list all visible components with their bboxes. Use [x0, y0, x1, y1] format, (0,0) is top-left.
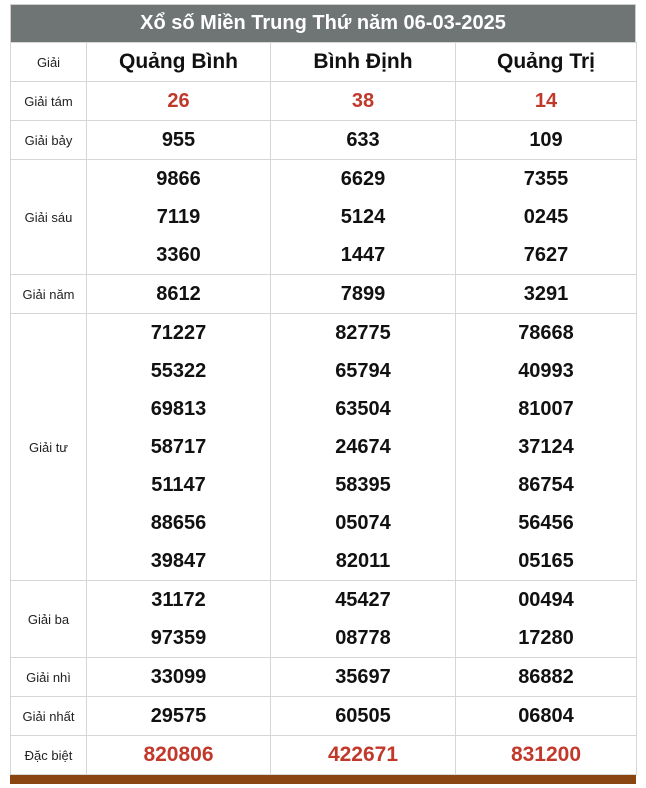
- results-container: [10, 4, 636, 784]
- result-number: 0245: [523, 206, 569, 228]
- result-number: 8612: [156, 283, 201, 305]
- prize-row-dac-biet: [11, 736, 637, 775]
- result-number: 05165: [518, 550, 574, 572]
- prize-row-giai-tu: [11, 314, 637, 581]
- result-cell: [456, 581, 637, 658]
- result-cell: [271, 736, 456, 775]
- result-number: 97359: [150, 627, 207, 649]
- result-number: 69813: [150, 398, 207, 420]
- result-number: 40993: [518, 360, 574, 382]
- prize-row-giai-nhat: [11, 697, 637, 736]
- result-number: 71227: [150, 322, 207, 344]
- bottom-bar: [10, 775, 636, 784]
- result-cell: [271, 314, 456, 581]
- result-number: 86882: [518, 666, 574, 688]
- result-cell: [271, 82, 456, 121]
- result-number: 33099: [150, 666, 207, 688]
- prize-row-giai-ba: [11, 581, 637, 658]
- prize-row-giai-bay: [11, 121, 637, 160]
- prize-row-giai-tam: [11, 82, 637, 121]
- prize-row-giai-nam: [11, 275, 637, 314]
- result-cell: [271, 658, 456, 697]
- prize-label: Giải sáu: [11, 160, 87, 275]
- result-number: 24674: [335, 436, 391, 458]
- result-number: 7899: [340, 283, 386, 305]
- result-number: 37124: [518, 436, 574, 458]
- prize-header-label: Giải: [11, 43, 87, 82]
- result-number: 7119: [156, 206, 201, 228]
- result-number: 60505: [335, 705, 391, 727]
- result-cell: [87, 736, 271, 775]
- result-number: 1447: [340, 244, 386, 266]
- result-number: 05074: [335, 512, 391, 534]
- result-number: 5124: [340, 206, 386, 228]
- result-cell: [456, 121, 637, 160]
- result-cell: [271, 275, 456, 314]
- result-cell: [456, 697, 637, 736]
- result-number: 35697: [335, 666, 391, 688]
- result-number: 06804: [518, 705, 574, 727]
- result-cell: [456, 82, 637, 121]
- result-number: 58717: [150, 436, 207, 458]
- header-row: [11, 43, 637, 82]
- province-quang-tri: Quảng Trị: [456, 43, 637, 82]
- prize-label: Giải nhất: [11, 697, 87, 736]
- province-binh-dinh: Bình Định: [271, 43, 456, 82]
- result-number: 422671: [327, 743, 399, 766]
- result-number: 17280: [518, 627, 574, 649]
- result-cell: [271, 121, 456, 160]
- result-number: 78668: [518, 322, 574, 344]
- prize-row-giai-sau: [11, 160, 637, 275]
- result-number: 9866: [156, 168, 201, 190]
- result-number: 55322: [150, 360, 207, 382]
- prize-label: Giải ba: [11, 581, 87, 658]
- result-number: 65794: [335, 360, 391, 382]
- result-cell: [87, 581, 271, 658]
- result-cell: [87, 697, 271, 736]
- result-number: 82775: [335, 322, 391, 344]
- result-number: 58395: [335, 474, 391, 496]
- result-cell: [87, 658, 271, 697]
- prize-label: Đặc biệt: [11, 736, 87, 775]
- result-number: 86754: [518, 474, 574, 496]
- result-number: 26: [167, 90, 190, 112]
- result-cell: [271, 697, 456, 736]
- result-number: 81007: [518, 398, 574, 420]
- prize-row-giai-nhi: [11, 658, 637, 697]
- result-number: 82011: [335, 550, 391, 572]
- prize-label: Giải tư: [11, 314, 87, 581]
- result-number: 63504: [335, 398, 391, 420]
- result-number: 7627: [523, 244, 569, 266]
- result-number: 6629: [340, 168, 386, 190]
- result-cell: [87, 275, 271, 314]
- result-number: 39847: [150, 550, 207, 572]
- result-cell: [87, 160, 271, 275]
- result-number: 633: [346, 129, 380, 151]
- result-number: 14: [534, 90, 558, 112]
- result-cell: [87, 121, 271, 160]
- result-number: 88656: [150, 512, 207, 534]
- result-number: 3291: [523, 283, 569, 305]
- result-cell: [271, 581, 456, 658]
- result-number: 51147: [151, 474, 206, 496]
- result-number: 31172: [151, 589, 206, 611]
- result-cell: [456, 736, 637, 775]
- result-number: 3360: [156, 244, 201, 266]
- result-number: 56456: [518, 512, 574, 534]
- result-number: 831200: [510, 743, 582, 766]
- result-number: 08778: [335, 627, 391, 649]
- result-cell: [456, 314, 637, 581]
- result-number: 45427: [335, 589, 391, 611]
- prize-label: Giải nhì: [11, 658, 87, 697]
- result-number: 38: [351, 90, 375, 112]
- results-table: [10, 42, 637, 775]
- result-number: 820806: [143, 743, 214, 766]
- page-title: Xổ số Miền Trung Thứ năm 06-03-2025: [10, 4, 636, 42]
- prize-label: Giải bảy: [11, 121, 87, 160]
- prize-label: Giải tám: [11, 82, 87, 121]
- result-cell: [456, 160, 637, 275]
- result-cell: [271, 160, 456, 275]
- province-quang-binh: Quảng Bình: [87, 43, 271, 82]
- result-number: 109: [529, 129, 563, 151]
- result-number: 29575: [150, 705, 207, 727]
- prize-label: Giải năm: [11, 275, 87, 314]
- result-cell: [456, 658, 637, 697]
- result-number: 955: [161, 129, 196, 151]
- result-cell: [87, 314, 271, 581]
- result-cell: [456, 275, 637, 314]
- result-cell: [87, 82, 271, 121]
- result-number: 00494: [518, 589, 574, 611]
- result-number: 7355: [523, 168, 569, 190]
